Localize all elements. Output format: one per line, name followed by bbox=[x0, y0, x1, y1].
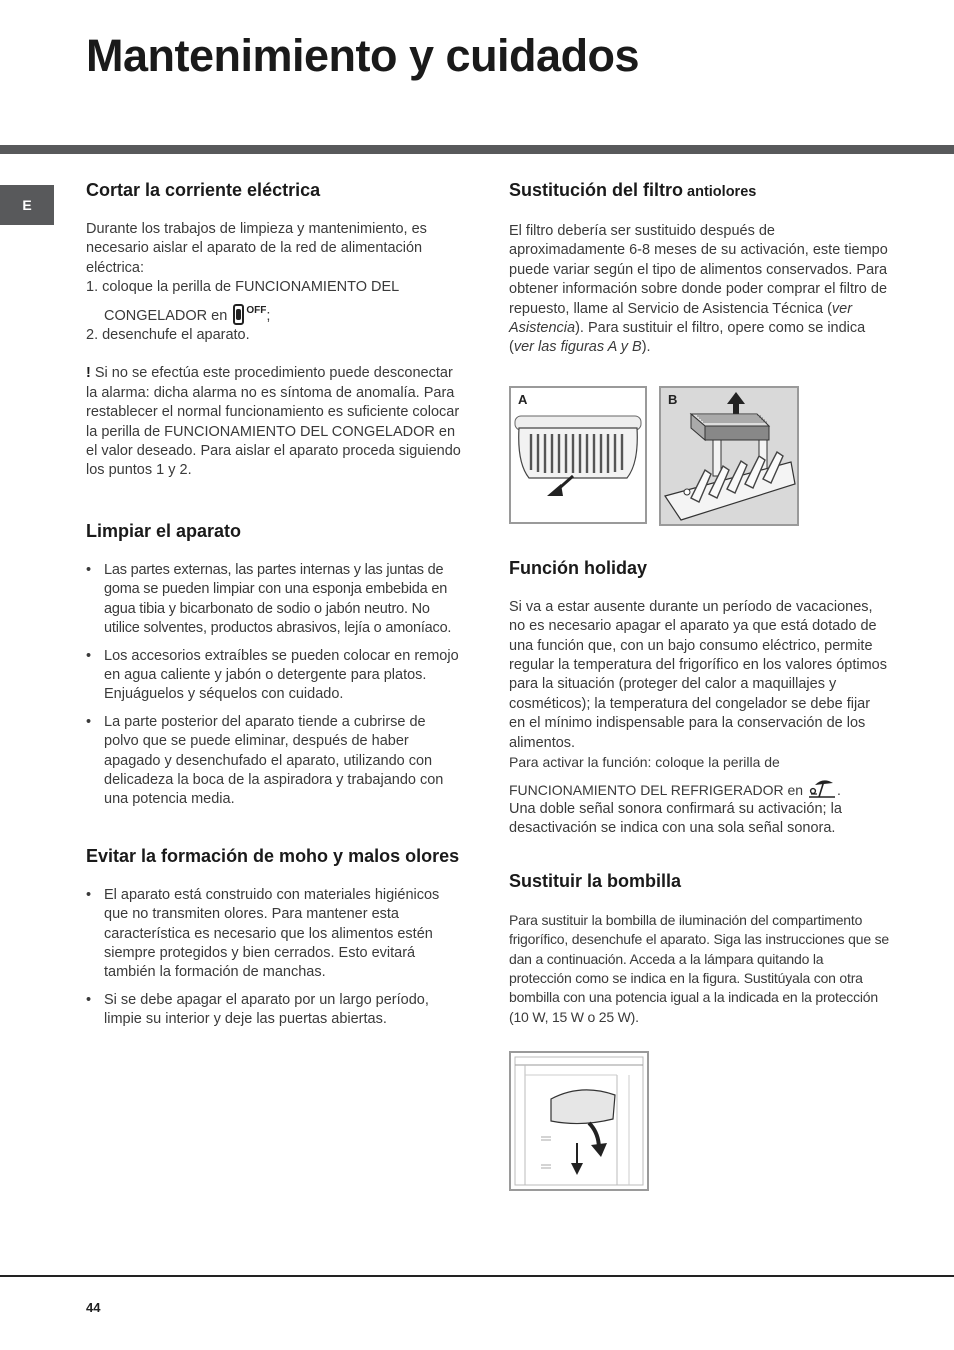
right-column bbox=[509, 178, 889, 1194]
figure-a bbox=[509, 386, 647, 524]
holiday-activate-line: FUNCIONAMIENTO DEL REFRIGERADOR en . bbox=[509, 777, 889, 800]
mold-heading: Evitar la formación de moho y malos olores bbox=[86, 845, 460, 866]
filter-figures bbox=[509, 386, 889, 526]
language-tab: E bbox=[0, 185, 54, 225]
filter-heading: Sustitución del filtro antiolores bbox=[509, 180, 757, 200]
left-column bbox=[86, 178, 464, 1058]
mold-list bbox=[86, 886, 464, 1030]
power-steps bbox=[86, 278, 464, 345]
warning-mark: ! bbox=[86, 365, 91, 382]
figure-a-label: A bbox=[518, 391, 528, 407]
section-mold bbox=[86, 844, 464, 1030]
holiday-umbrella-icon bbox=[807, 777, 837, 799]
section-power bbox=[86, 178, 464, 481]
power-intro: Durante los trabajos de limpieza y mantenimiento, es necesario aislar el aparato de la red de alimentación eléctrica: bbox=[86, 221, 427, 276]
freezer-knob-icon bbox=[233, 304, 244, 325]
holiday-activate: Para activar la función: coloque la perilla de bbox=[509, 754, 780, 771]
figure-bulb bbox=[509, 1051, 649, 1191]
footer-rule bbox=[0, 1275, 954, 1277]
clean-heading: Limpiar el aparato bbox=[86, 520, 242, 541]
holiday-text: Si va a estar ausente durante un período de vacaciones, no es necesario apagar el aparato ya que está dotado de una función que, con un bajo consumo eléctrico, permite regular la temperatura del frigorífico en los valores óptimos para la situación (proteger del calor a maquillajes y cosméticos); la temperatura del congelador se debe fijar en el mínimo indispensable para la conservación de los alimentos. bbox=[509, 598, 887, 751]
section-holiday bbox=[509, 556, 889, 839]
section-bulb bbox=[509, 869, 889, 1027]
list-item: • El aparato está construido con materiales higiénicos que no transmiten olores. Para mantener esta característica es necesario que los alimentos estén siempre protegidos y bien cerrados. Esto evitará también la formación de manchas. bbox=[86, 886, 464, 983]
figure-b bbox=[659, 386, 799, 526]
power-step-2: 2. desenchufe el aparato. bbox=[86, 327, 250, 344]
figure-b-label: B bbox=[668, 391, 678, 407]
filter-replace-illustration bbox=[661, 388, 797, 524]
power-heading: Cortar la corriente eléctrica bbox=[86, 180, 321, 200]
bulb-heading: Sustituir la bombilla bbox=[509, 870, 682, 891]
header-bar bbox=[0, 145, 954, 154]
bulb-text: Para sustituir la bombilla de iluminación del compartimento frigorífico, desenchufe el aparato. Siga las instrucciones que se dan a continuación. Acceda a la lámpara quitando la protección como se indica en la figura. Sustitúyala con otra bombilla con una potencia igual a la indicada en la protección (10 W, 15 W o 25 W). bbox=[509, 911, 890, 1025]
section-clean bbox=[86, 519, 464, 810]
clean-list bbox=[86, 561, 464, 810]
off-label: OFF bbox=[246, 304, 267, 316]
list-item: • Si se debe apagar el aparato por un largo período, limpie su interior y deje las puertas abiertas. bbox=[86, 991, 464, 1030]
page-title: Mantenimiento y cuidados bbox=[86, 30, 640, 81]
list-item: • Los accesorios extraíbles se pueden colocar en remojo en agua caliente y jabón o detergente para platos. Enjuáguelos y séquelos con cuidado. bbox=[86, 647, 464, 705]
holiday-heading: Función holiday bbox=[509, 557, 647, 578]
page-number: 44 bbox=[86, 1300, 101, 1315]
filter-cover-illustration bbox=[511, 388, 645, 522]
power-warning: ! Si no se efectúa este procedimiento puede desconectar la alarma: dicha alarma no es síntoma de anomalía. Para restablecer el normal funcionamiento es suficiente colocar la perilla de FUNCIONAMIENTO DEL CONGELADOR en el valor deseado. Para aislar el aparato proceda siguiendo los puntos 1 y 2. bbox=[86, 365, 461, 479]
section-filter bbox=[509, 178, 889, 358]
list-item: • La parte posterior del aparato tiende a cubrirse de polvo que se puede eliminar, después de haber apagado y desenchufado el aparato, utilizando con delicadeza la boca de la aspiradora y trabajando con una potencia media. bbox=[86, 713, 464, 810]
filter-text: El filtro debería ser sustituido después de aproximadamente 6-8 meses de su activación, este tiempo puede variar según el tipo de alimentos conservados. Para obtener información sobre donde poder comprar el filtro de repuesto, llame al Servicio de Asistencia Técnica (ver Asistencia). Para sustituir el filtro, opere como se indica (ver las figuras A y B). bbox=[509, 223, 888, 356]
list-item: • Las partes externas, las partes internas y las juntas de goma se pueden limpiar con una esponja embebida en agua tibia y bicarbonato de sodio o jabón neutro. No utilice solventes, productos abrasivos, lejía o amoníaco. bbox=[86, 561, 464, 639]
holiday-confirm: Una doble señal sonora confirmará su activación; la desactivación se indica con una sola señal sonora. bbox=[509, 800, 842, 837]
bulb-cover-illustration bbox=[511, 1053, 647, 1189]
power-step-1: 1. coloque la perilla de FUNCIONAMIENTO DEL CONGELADOR en $^{OFF}$; bbox=[86, 279, 400, 324]
